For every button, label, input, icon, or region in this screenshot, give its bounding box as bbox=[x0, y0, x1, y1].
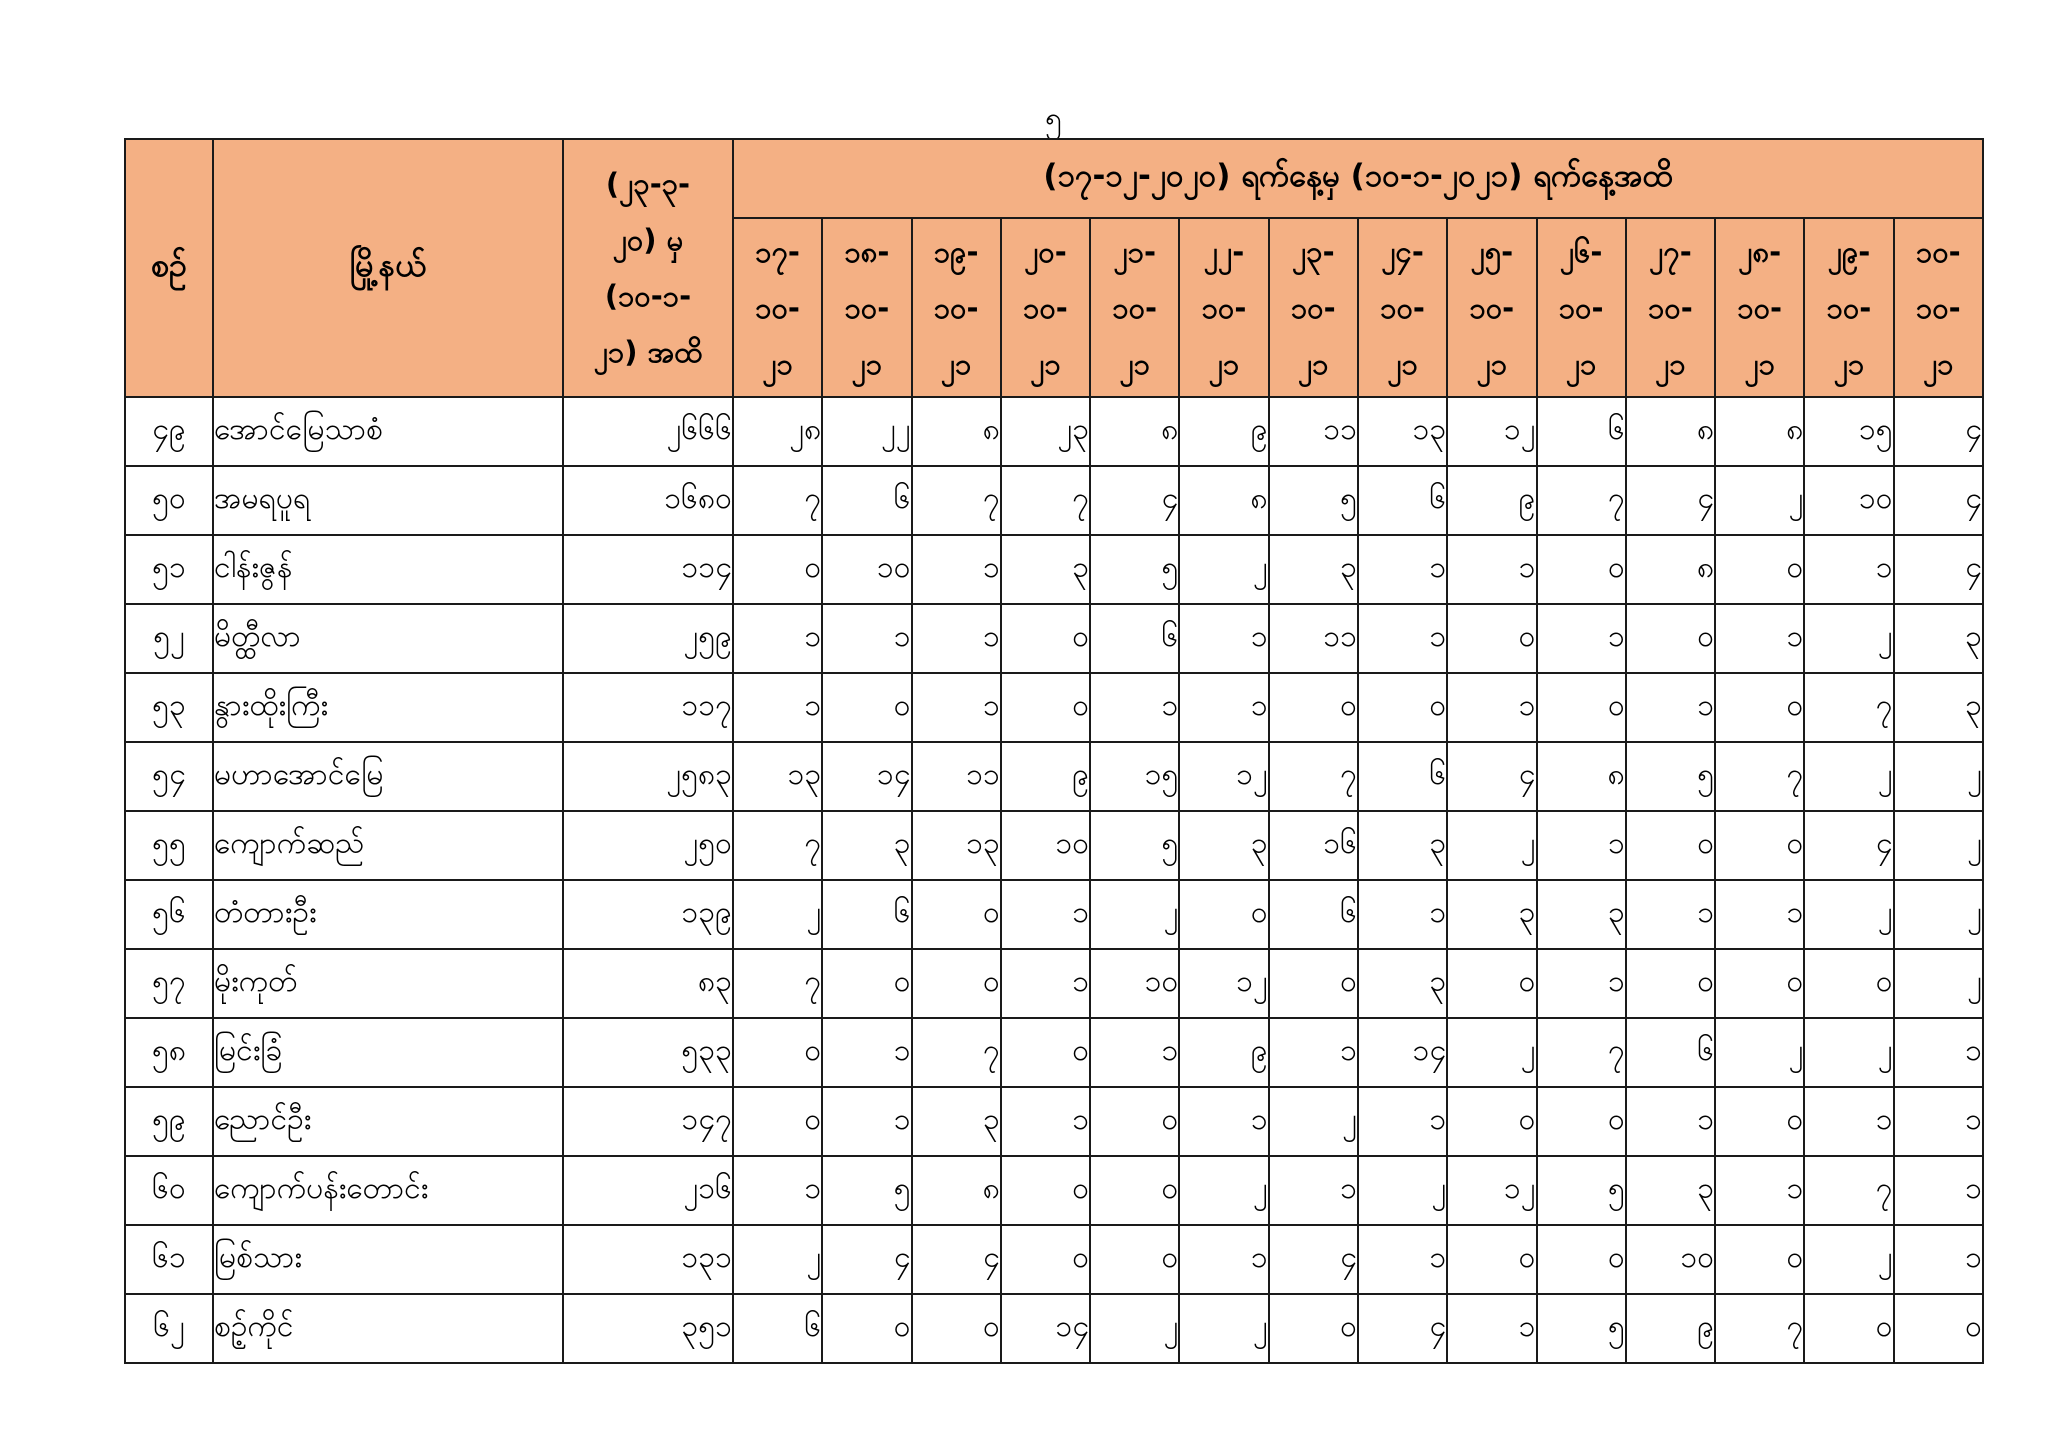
daily-count-cell: ၃ bbox=[1358, 811, 1447, 880]
daily-count-cell: ၁ bbox=[1894, 1225, 1983, 1294]
daily-count-cell: ၅ bbox=[1626, 742, 1715, 811]
daily-count-cell: ၅ bbox=[1269, 466, 1358, 535]
daily-count-cell: ၀ bbox=[1537, 673, 1626, 742]
daily-count-cell: ၈ bbox=[1626, 397, 1715, 466]
township-cell: မဟာအောင်မြေ bbox=[213, 742, 563, 811]
header-date-2: ၁၈- ၁၀- ၂၁ bbox=[822, 218, 911, 397]
daily-count-cell: ၃ bbox=[1894, 673, 1983, 742]
daily-count-cell: ၁ bbox=[1626, 1087, 1715, 1156]
daily-count-cell: ၁ bbox=[1090, 673, 1179, 742]
serial-number-cell: ၅၁ bbox=[125, 535, 213, 604]
daily-count-cell: ၂ bbox=[1179, 1294, 1268, 1363]
daily-count-cell: ၈ bbox=[912, 397, 1001, 466]
daily-count-cell: ၀ bbox=[1090, 1225, 1179, 1294]
daily-count-cell: ၂ bbox=[1447, 1018, 1536, 1087]
daily-count-cell: ၇ bbox=[1804, 673, 1893, 742]
daily-count-cell: ၀ bbox=[1715, 1087, 1804, 1156]
daily-count-cell: ၁၁ bbox=[1269, 397, 1358, 466]
daily-count-cell: ၁၄ bbox=[1001, 1294, 1090, 1363]
daily-count-cell: ၇ bbox=[912, 1018, 1001, 1087]
daily-count-cell: ၀ bbox=[1715, 949, 1804, 1018]
cumulative-total-cell: ၁၁၄ bbox=[563, 535, 733, 604]
daily-count-cell: ၀ bbox=[1715, 535, 1804, 604]
daily-count-cell: ၀ bbox=[1001, 1018, 1090, 1087]
header-date-8: ၂၄- ၁၀- ၂၁ bbox=[1358, 218, 1447, 397]
serial-number-cell: ၅၅ bbox=[125, 811, 213, 880]
serial-number-cell: ၅၇ bbox=[125, 949, 213, 1018]
daily-count-cell: ၄ bbox=[1447, 742, 1536, 811]
header-date-14: ၁၀- ၁၀- ၂၁ bbox=[1894, 218, 1983, 397]
daily-count-cell: ၈ bbox=[912, 1156, 1001, 1225]
township-cell: ညောင်ဦး bbox=[213, 1087, 563, 1156]
daily-count-cell: ၂ bbox=[1090, 880, 1179, 949]
daily-count-cell: ၁၀ bbox=[1090, 949, 1179, 1018]
daily-count-cell: ၇ bbox=[1537, 1018, 1626, 1087]
table-row bbox=[125, 811, 1983, 880]
daily-count-cell: ၄ bbox=[1626, 466, 1715, 535]
header-date-range: (၁၇-၁၂-၂၀၂၀) ရက်နေ့မှ (၁၀-၁-၂၀၂၁) ရက်နေ့အထိ bbox=[733, 139, 1983, 218]
daily-count-cell: ၁ bbox=[1894, 1156, 1983, 1225]
daily-count-cell: ၇ bbox=[733, 811, 822, 880]
daily-count-cell: ၆ bbox=[733, 1294, 822, 1363]
daily-count-cell: ၀ bbox=[1804, 1294, 1893, 1363]
daily-count-cell: ၄ bbox=[822, 1225, 911, 1294]
daily-count-cell: ၀ bbox=[733, 1018, 822, 1087]
daily-count-cell: ၁၂ bbox=[1447, 1156, 1536, 1225]
cumulative-total-cell: ၈၃ bbox=[563, 949, 733, 1018]
table-row bbox=[125, 535, 1983, 604]
serial-number-cell: ၆၂ bbox=[125, 1294, 213, 1363]
cumulative-total-cell: ၁၁၇ bbox=[563, 673, 733, 742]
township-cell: မိုးကုတ် bbox=[213, 949, 563, 1018]
daily-count-cell: ၃ bbox=[1001, 535, 1090, 604]
daily-count-cell: ၇ bbox=[1804, 1156, 1893, 1225]
township-cell: တံတားဦး bbox=[213, 880, 563, 949]
serial-number-cell: ၅၆ bbox=[125, 880, 213, 949]
daily-count-cell: ၁ bbox=[1179, 604, 1268, 673]
daily-count-cell: ၁ bbox=[822, 1018, 911, 1087]
table-row bbox=[125, 1294, 1983, 1363]
daily-count-cell: ၀ bbox=[1715, 811, 1804, 880]
daily-count-cell: ၃ bbox=[1894, 604, 1983, 673]
daily-count-cell: ၀ bbox=[1537, 1087, 1626, 1156]
daily-count-cell: ၁ bbox=[912, 535, 1001, 604]
cumulative-total-cell: ၂၅၈၃ bbox=[563, 742, 733, 811]
daily-count-cell: ၁ bbox=[1179, 1087, 1268, 1156]
daily-count-cell: ၂ bbox=[733, 880, 822, 949]
daily-count-cell: ၁ bbox=[1715, 1156, 1804, 1225]
daily-count-cell: ၀ bbox=[1537, 535, 1626, 604]
daily-count-cell: ၁၁ bbox=[912, 742, 1001, 811]
daily-count-cell: ၃ bbox=[1626, 1156, 1715, 1225]
daily-count-cell: ၀ bbox=[1447, 604, 1536, 673]
daily-count-cell: ၀ bbox=[1001, 1225, 1090, 1294]
daily-count-cell: ၀ bbox=[1001, 673, 1090, 742]
daily-count-cell: ၄ bbox=[1894, 466, 1983, 535]
daily-count-cell: ၁၂ bbox=[1179, 742, 1268, 811]
table-header bbox=[125, 139, 1983, 397]
daily-count-cell: ၆ bbox=[1626, 1018, 1715, 1087]
cumulative-total-cell: ၂၅၉ bbox=[563, 604, 733, 673]
daily-count-cell: ၇ bbox=[733, 949, 822, 1018]
daily-count-cell: ၃ bbox=[822, 811, 911, 880]
daily-count-cell: ၁၅ bbox=[1090, 742, 1179, 811]
header-date-6: ၂၂- ၁၀- ၂၁ bbox=[1179, 218, 1268, 397]
cumulative-total-cell: ၂၅၀ bbox=[563, 811, 733, 880]
daily-count-cell: ၁၀ bbox=[1001, 811, 1090, 880]
daily-count-cell: ၅ bbox=[1537, 1156, 1626, 1225]
cumulative-total-cell: ၁၃၁ bbox=[563, 1225, 733, 1294]
serial-number-cell: ၅၉ bbox=[125, 1087, 213, 1156]
cumulative-total-cell: ၂၆၆၆ bbox=[563, 397, 733, 466]
daily-count-cell: ၁ bbox=[1358, 604, 1447, 673]
daily-count-cell: ၃ bbox=[1447, 880, 1536, 949]
township-cell: အမရပူရ bbox=[213, 466, 563, 535]
township-cell: ကျောက်ပန်းတောင်း bbox=[213, 1156, 563, 1225]
daily-count-cell: ၈ bbox=[1715, 397, 1804, 466]
daily-count-cell: ၂ bbox=[1804, 742, 1893, 811]
daily-count-cell: ၃ bbox=[1269, 535, 1358, 604]
serial-number-cell: ၅၂ bbox=[125, 604, 213, 673]
table-row bbox=[125, 1225, 1983, 1294]
table-row bbox=[125, 1018, 1983, 1087]
header-date-13: ၂၉- ၁၀- ၂၁ bbox=[1804, 218, 1893, 397]
daily-count-cell: ၀ bbox=[822, 673, 911, 742]
daily-count-cell: ၅ bbox=[1537, 1294, 1626, 1363]
daily-count-cell: ၁ bbox=[1179, 1225, 1268, 1294]
daily-count-cell: ၆ bbox=[822, 466, 911, 535]
serial-number-cell: ၅၀ bbox=[125, 466, 213, 535]
daily-count-cell: ၂ bbox=[1804, 1018, 1893, 1087]
cumulative-total-cell: ၁၃၉ bbox=[563, 880, 733, 949]
township-cell: အောင်မြေသာစံ bbox=[213, 397, 563, 466]
daily-count-cell: ၀ bbox=[1804, 949, 1893, 1018]
daily-count-cell: ၁ bbox=[912, 604, 1001, 673]
cumulative-total-cell: ၅၃၃ bbox=[563, 1018, 733, 1087]
daily-count-cell: ၁ bbox=[1715, 604, 1804, 673]
daily-count-cell: ၂ bbox=[1894, 811, 1983, 880]
serial-number-cell: ၅၄ bbox=[125, 742, 213, 811]
township-cell: ကျောက်ဆည် bbox=[213, 811, 563, 880]
daily-count-cell: ၉ bbox=[1179, 397, 1268, 466]
daily-count-cell: ၆ bbox=[822, 880, 911, 949]
township-cell: မြင်းခြံ bbox=[213, 1018, 563, 1087]
daily-count-cell: ၄ bbox=[912, 1225, 1001, 1294]
daily-count-cell: ၀ bbox=[1269, 1294, 1358, 1363]
header-date-11: ၂၇- ၁၀- ၂၁ bbox=[1626, 218, 1715, 397]
daily-count-cell: ၀ bbox=[1269, 673, 1358, 742]
daily-count-cell: ၁ bbox=[1626, 673, 1715, 742]
daily-count-cell: ၁ bbox=[733, 673, 822, 742]
daily-count-cell: ၂ bbox=[1179, 1156, 1268, 1225]
daily-count-cell: ၃ bbox=[1358, 949, 1447, 1018]
daily-count-cell: ၂ bbox=[1894, 949, 1983, 1018]
daily-count-cell: ၁ bbox=[912, 673, 1001, 742]
daily-count-cell: ၁၄ bbox=[822, 742, 911, 811]
township-cell: မြစ်သား bbox=[213, 1225, 563, 1294]
daily-count-cell: ၈ bbox=[1626, 535, 1715, 604]
daily-count-cell: ၀ bbox=[1894, 1294, 1983, 1363]
daily-count-cell: ၂၂ bbox=[822, 397, 911, 466]
daily-count-cell: ၂ bbox=[1358, 1156, 1447, 1225]
daily-count-cell: ၀ bbox=[1358, 673, 1447, 742]
daily-count-cell: ၁ bbox=[733, 604, 822, 673]
daily-count-cell: ၅ bbox=[1090, 535, 1179, 604]
daily-count-cell: ၁၃ bbox=[912, 811, 1001, 880]
daily-count-cell: ၄ bbox=[1269, 1225, 1358, 1294]
daily-count-cell: ၁၂ bbox=[1179, 949, 1268, 1018]
cumulative-total-cell: ၃၅၁ bbox=[563, 1294, 733, 1363]
daily-count-cell: ၀ bbox=[1269, 949, 1358, 1018]
daily-count-cell: ၈ bbox=[1090, 397, 1179, 466]
table-row bbox=[125, 397, 1983, 466]
daily-count-cell: ၂ bbox=[1090, 1294, 1179, 1363]
daily-count-cell: ၀ bbox=[1179, 880, 1268, 949]
daily-count-cell: ၀ bbox=[1626, 604, 1715, 673]
daily-count-cell: ၀ bbox=[822, 949, 911, 1018]
daily-count-cell: ၁၀ bbox=[822, 535, 911, 604]
daily-count-cell: ၀ bbox=[822, 1294, 911, 1363]
daily-count-cell: ၁ bbox=[733, 1156, 822, 1225]
header-row-top bbox=[125, 139, 1983, 218]
daily-count-cell: ၁ bbox=[1537, 949, 1626, 1018]
header-date-9: ၂၅- ၁၀- ၂၁ bbox=[1447, 218, 1536, 397]
serial-number-cell: ၆၀ bbox=[125, 1156, 213, 1225]
daily-count-cell: ၆ bbox=[1090, 604, 1179, 673]
daily-count-cell: ၁ bbox=[1447, 535, 1536, 604]
table-row bbox=[125, 604, 1983, 673]
serial-number-cell: ၅၈ bbox=[125, 1018, 213, 1087]
daily-count-cell: ၁ bbox=[1894, 1018, 1983, 1087]
daily-count-cell: ၁ bbox=[1269, 1156, 1358, 1225]
cumulative-total-cell: ၁၄၇ bbox=[563, 1087, 733, 1156]
daily-count-cell: ၀ bbox=[733, 535, 822, 604]
table-row bbox=[125, 880, 1983, 949]
daily-count-cell: ၈ bbox=[1537, 742, 1626, 811]
serial-number-cell: ၆၁ bbox=[125, 1225, 213, 1294]
daily-count-cell: ၀ bbox=[912, 949, 1001, 1018]
case-count-table bbox=[124, 138, 1984, 1364]
township-cell: မိတ္ထီလာ bbox=[213, 604, 563, 673]
daily-count-cell: ၇ bbox=[1715, 1294, 1804, 1363]
daily-count-cell: ၁ bbox=[1804, 535, 1893, 604]
daily-count-cell: ၂ bbox=[733, 1225, 822, 1294]
daily-count-cell: ၁ bbox=[1358, 1225, 1447, 1294]
daily-count-cell: ၆ bbox=[1269, 880, 1358, 949]
daily-count-cell: ၀ bbox=[1001, 1156, 1090, 1225]
daily-count-cell: ၂ bbox=[1269, 1087, 1358, 1156]
daily-count-cell: ၄ bbox=[1894, 535, 1983, 604]
daily-count-cell: ၀ bbox=[912, 1294, 1001, 1363]
header-date-4: ၂၀- ၁၀- ၂၁ bbox=[1001, 218, 1090, 397]
header-date-12: ၂၈- ၁၀- ၂၁ bbox=[1715, 218, 1804, 397]
daily-count-cell: ၁၃ bbox=[733, 742, 822, 811]
daily-count-cell: ၀ bbox=[1715, 1225, 1804, 1294]
daily-count-cell: ၅ bbox=[1090, 811, 1179, 880]
daily-count-cell: ၂ bbox=[1447, 811, 1536, 880]
daily-count-cell: ၁ bbox=[1358, 1087, 1447, 1156]
daily-count-cell: ၇ bbox=[1269, 742, 1358, 811]
header-date-10: ၂၆- ၁၀- ၂၁ bbox=[1537, 218, 1626, 397]
daily-count-cell: ၂၃ bbox=[1001, 397, 1090, 466]
daily-count-cell: ၅ bbox=[822, 1156, 911, 1225]
daily-count-cell: ၇ bbox=[733, 466, 822, 535]
daily-count-cell: ၂ bbox=[1804, 1225, 1893, 1294]
daily-count-cell: ၁ bbox=[1001, 880, 1090, 949]
daily-count-cell: ၄ bbox=[1090, 466, 1179, 535]
daily-count-cell: ၂ bbox=[1894, 742, 1983, 811]
daily-count-cell: ၁ bbox=[1537, 604, 1626, 673]
daily-count-cell: ၂ bbox=[1715, 466, 1804, 535]
daily-count-cell: ၁ bbox=[822, 604, 911, 673]
daily-count-cell: ၀ bbox=[1626, 949, 1715, 1018]
daily-count-cell: ၀ bbox=[1447, 949, 1536, 1018]
daily-count-cell: ၄ bbox=[1358, 1294, 1447, 1363]
header-date-7: ၂၃- ၁၀- ၂၁ bbox=[1269, 218, 1358, 397]
daily-count-cell: ၉ bbox=[1179, 1018, 1268, 1087]
daily-count-cell: ၁ bbox=[1537, 811, 1626, 880]
township-cell: နွားထိုးကြီး bbox=[213, 673, 563, 742]
daily-count-cell: ၁၆ bbox=[1269, 811, 1358, 880]
daily-count-cell: ၁၅ bbox=[1804, 397, 1893, 466]
daily-count-cell: ၆ bbox=[1537, 397, 1626, 466]
daily-count-cell: ၂ bbox=[1804, 604, 1893, 673]
table-row bbox=[125, 1156, 1983, 1225]
daily-count-cell: ၂၈ bbox=[733, 397, 822, 466]
cumulative-total-cell: ၂၁၆ bbox=[563, 1156, 733, 1225]
daily-count-cell: ၁ bbox=[1269, 1018, 1358, 1087]
daily-count-cell: ၁ bbox=[1358, 880, 1447, 949]
daily-count-cell: ၁၀ bbox=[1804, 466, 1893, 535]
table-row bbox=[125, 466, 1983, 535]
serial-number-cell: ၅၃ bbox=[125, 673, 213, 742]
daily-count-cell: ၂ bbox=[1804, 880, 1893, 949]
header-serial-number: စဉ် bbox=[125, 139, 213, 397]
daily-count-cell: ၇ bbox=[1001, 466, 1090, 535]
daily-count-cell: ၁ bbox=[1001, 1087, 1090, 1156]
daily-count-cell: ၂ bbox=[1894, 880, 1983, 949]
header-date-3: ၁၉- ၁၀- ၂၁ bbox=[912, 218, 1001, 397]
daily-count-cell: ၄ bbox=[1894, 397, 1983, 466]
daily-count-cell: ၀ bbox=[1090, 1087, 1179, 1156]
page-number: ၅ bbox=[1045, 101, 1062, 136]
daily-count-cell: ၃ bbox=[1179, 811, 1268, 880]
daily-count-cell: ၇ bbox=[912, 466, 1001, 535]
daily-count-cell: ၄ bbox=[1804, 811, 1893, 880]
daily-count-cell: ၉ bbox=[1001, 742, 1090, 811]
daily-count-cell: ၁၂ bbox=[1447, 397, 1536, 466]
daily-count-cell: ၉ bbox=[1447, 466, 1536, 535]
table-row bbox=[125, 742, 1983, 811]
daily-count-cell: ၁၀ bbox=[1626, 1225, 1715, 1294]
daily-count-cell: ၁၃ bbox=[1358, 397, 1447, 466]
daily-count-cell: ၀ bbox=[1715, 673, 1804, 742]
daily-count-cell: ၀ bbox=[733, 1087, 822, 1156]
daily-count-cell: ၁ bbox=[1626, 880, 1715, 949]
daily-count-cell: ၀ bbox=[1001, 604, 1090, 673]
header-date-5: ၂၁- ၁၀- ၂၁ bbox=[1090, 218, 1179, 397]
daily-count-cell: ၃ bbox=[1537, 880, 1626, 949]
daily-count-cell: ၂ bbox=[1179, 535, 1268, 604]
daily-count-cell: ၀ bbox=[1447, 1087, 1536, 1156]
daily-count-cell: ၁ bbox=[1894, 1087, 1983, 1156]
header-township: မြို့နယ် bbox=[213, 139, 563, 397]
daily-count-cell: ၁ bbox=[1179, 673, 1268, 742]
daily-count-cell: ၀ bbox=[1090, 1156, 1179, 1225]
daily-count-cell: ၆ bbox=[1358, 466, 1447, 535]
daily-count-cell: ၀ bbox=[1447, 1225, 1536, 1294]
daily-count-cell: ၈ bbox=[1179, 466, 1268, 535]
daily-count-cell: ၁ bbox=[1001, 949, 1090, 1018]
cumulative-total-cell: ၁၆၈၀ bbox=[563, 466, 733, 535]
header-cumulative-total: (၂၃-၃- ၂၀) မှ (၁၀-၁- ၂၁) အထိ bbox=[563, 139, 733, 397]
table-body bbox=[125, 397, 1983, 1363]
daily-count-cell: ၂ bbox=[1715, 1018, 1804, 1087]
township-cell: ငါန်းဇွန် bbox=[213, 535, 563, 604]
daily-count-cell: ၇ bbox=[1715, 742, 1804, 811]
table-row bbox=[125, 1087, 1983, 1156]
daily-count-cell: ၆ bbox=[1358, 742, 1447, 811]
daily-count-cell: ၇ bbox=[1537, 466, 1626, 535]
daily-count-cell: ၃ bbox=[912, 1087, 1001, 1156]
header-date-1: ၁၇- ၁၀- ၂၁ bbox=[733, 218, 822, 397]
daily-count-cell: ၁ bbox=[1804, 1087, 1893, 1156]
table-row bbox=[125, 673, 1983, 742]
daily-count-cell: ၁ bbox=[1358, 535, 1447, 604]
daily-count-cell: ၀ bbox=[1537, 1225, 1626, 1294]
daily-count-cell: ၁၁ bbox=[1269, 604, 1358, 673]
daily-count-cell: ၁ bbox=[1447, 1294, 1536, 1363]
daily-count-cell: ၉ bbox=[1626, 1294, 1715, 1363]
township-cell: စဉ့်ကိုင် bbox=[213, 1294, 563, 1363]
daily-count-cell: ၀ bbox=[912, 880, 1001, 949]
table-row bbox=[125, 949, 1983, 1018]
daily-count-cell: ၁ bbox=[1447, 673, 1536, 742]
serial-number-cell: ၄၉ bbox=[125, 397, 213, 466]
daily-count-cell: ၁ bbox=[1715, 880, 1804, 949]
daily-count-cell: ၁ bbox=[1090, 1018, 1179, 1087]
daily-count-cell: ၀ bbox=[1626, 811, 1715, 880]
daily-count-cell: ၁ bbox=[822, 1087, 911, 1156]
daily-count-cell: ၁၄ bbox=[1358, 1018, 1447, 1087]
